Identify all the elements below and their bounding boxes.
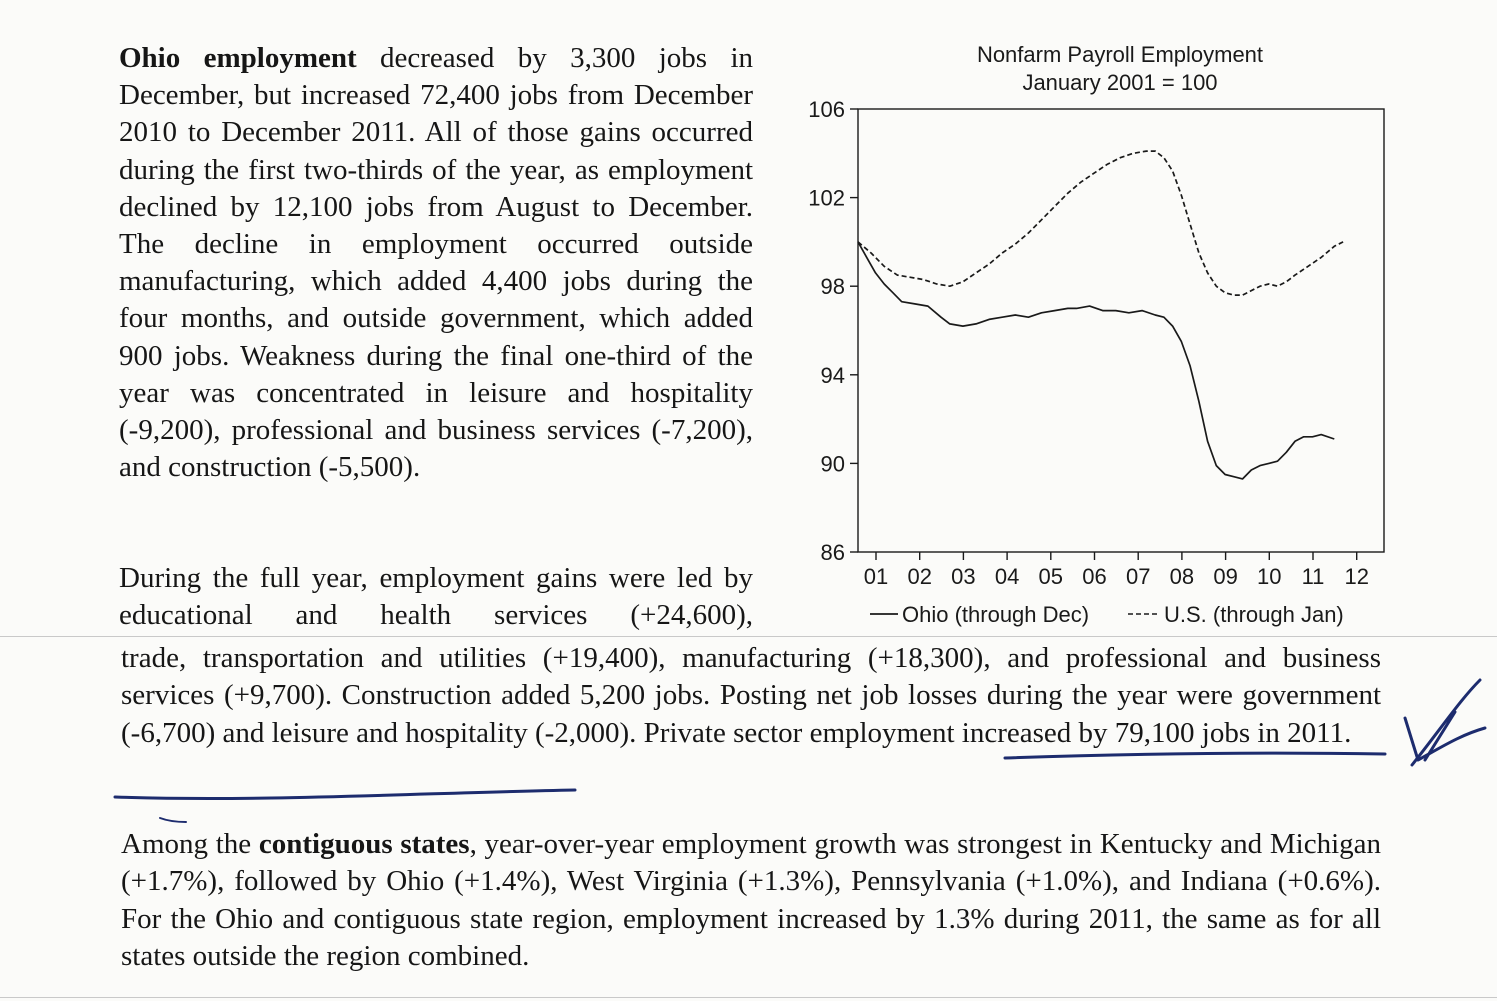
x-tick-label: 07 <box>1125 564 1151 589</box>
pen-underline <box>1005 753 1385 758</box>
chart-subtitle: January 2001 = 100 <box>1022 70 1218 95</box>
x-tick-label: 01 <box>863 564 889 589</box>
x-axis <box>864 552 1369 589</box>
paragraph-text: Among the <box>121 828 259 860</box>
x-tick-label: 09 <box>1213 564 1238 589</box>
series-line-ohio <box>858 242 1334 479</box>
paragraph-full-year-gains: During the full year, employment gains were led by educational and health services (+24,600), <box>119 562 753 632</box>
x-tick-label: 08 <box>1169 564 1195 589</box>
y-tick-label: 102 <box>808 185 845 211</box>
paragraph-text: , year-over-year employment growth was strongest in Kentucky and Michigan (+1.7%), followed by Ohio (+1.4%), West Virginia (+1.3%), Pennsylvania (+1.0%), and Indiana (+0.6%). For the Ohio and contiguous state region, employment increased by 1.3% during 2011, the same as for all states outside the region combined. <box>121 828 1381 973</box>
chart-title: Nonfarm Payroll Employment <box>976 42 1264 67</box>
paragraph-ohio-employment <box>119 40 753 486</box>
page-fold-line <box>0 636 1497 637</box>
x-tick-label: 05 <box>1038 564 1064 589</box>
plot-frame <box>858 109 1384 552</box>
pen-mark <box>160 818 186 822</box>
x-tick-label: 03 <box>951 564 976 589</box>
y-tick-label: 86 <box>820 540 845 565</box>
y-tick-label: 106 <box>808 97 845 122</box>
page-fold-line <box>0 997 1497 998</box>
bold-lead-ohio-employment: Ohio employment <box>119 42 357 74</box>
paragraph-contiguous-states <box>121 826 1381 976</box>
series-lines <box>858 151 1343 479</box>
y-axis <box>808 97 858 565</box>
pen-underline <box>115 790 575 798</box>
x-tick-label: 11 <box>1301 564 1325 589</box>
x-tick-label: 04 <box>994 564 1020 589</box>
legend-label-us: U.S. (through Jan) <box>1164 602 1344 627</box>
paragraph-sector-changes: trade, transportation and utilities (+19,400), manufacturing (+18,300), and professional and business services (+9,700). Construction added 5,200 jobs. Posting net job losses during the year were government (-6,700) and leisure and hospitality (-2,000). Private sector employment increased by 79,100 jobs in 2011. <box>121 642 1381 749</box>
y-tick-label: 98 <box>820 274 845 300</box>
series-line-us <box>858 151 1343 295</box>
x-tick-label: 06 <box>1082 564 1107 589</box>
legend-label-ohio: Ohio (through Dec) <box>902 602 1090 627</box>
paragraph-text: decreased by 3,300 jobs in December, but increased 72,400 jobs from December 2010 to December 2011. All of those gains occurred during the first two-thirds of the year, as employment declined by 12,100 jobs from August to December. The decline in employment occurred outside manufacturing, which added 4,400 jobs during the four months, and outside government, which added 900 jobs. Weakness during the final one-third of the year was concentrated in leisure and hospitality (-9,200), professional and business services (-7,200), and construction (-5,500). <box>119 42 753 484</box>
pen-checkmark-icon <box>1405 680 1485 765</box>
bold-lead-contiguous-states: contiguous states <box>258 828 470 860</box>
x-tick-label: 02 <box>907 564 932 589</box>
x-tick-label: 10 <box>1257 564 1282 589</box>
employment-line-chart <box>790 35 1400 635</box>
x-tick-label: 12 <box>1344 564 1369 589</box>
y-tick-label: 94 <box>820 362 845 388</box>
y-tick-label: 90 <box>820 451 845 477</box>
chart-legend <box>870 602 1344 627</box>
